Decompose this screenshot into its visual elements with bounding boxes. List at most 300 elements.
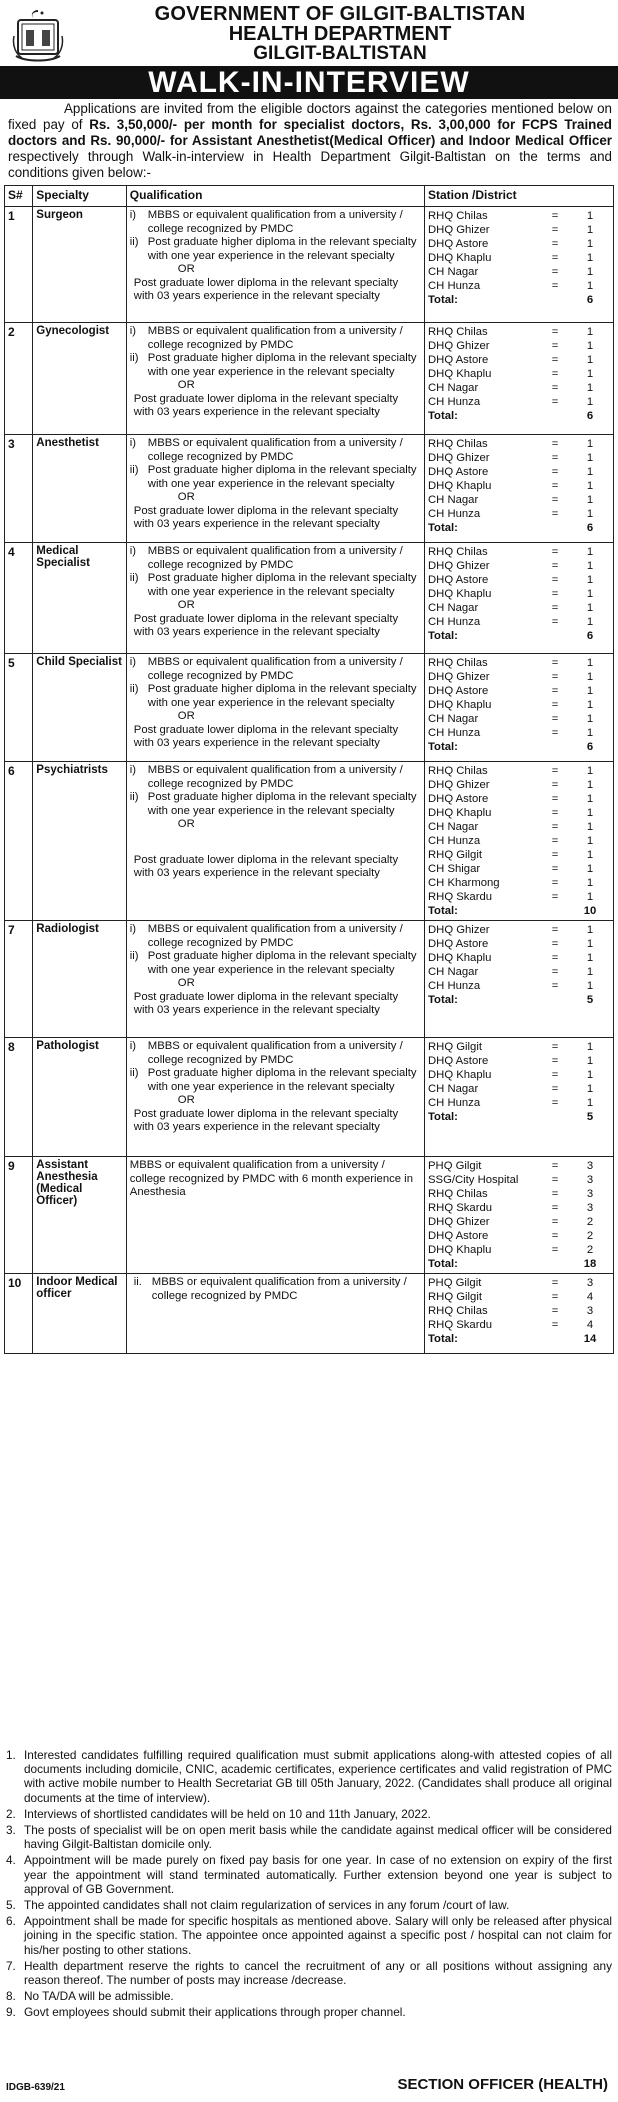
station-count: 3 — [586, 1202, 594, 1214]
station-name: RHQ Chilas — [428, 1188, 488, 1200]
qual-text: Post graduate higher diploma in the relevant specialty with one year experience in the relevant specialty — [147, 352, 417, 378]
station-equals: = — [551, 1291, 559, 1303]
qual-num: ii) — [129, 950, 139, 962]
row-qualification — [126, 435, 424, 543]
qual-item-lower-diploma: Post graduate lower diploma in the relevant specialty with 03 years experience in the relevant specialty — [133, 504, 399, 530]
qual-num: i) — [129, 923, 137, 935]
row-stations — [425, 762, 614, 921]
term-item — [6, 2005, 612, 2019]
station-equals: = — [551, 588, 559, 600]
qual-item-lower-diploma: Post graduate lower diploma in the relevant specialty with 03 years experience in the relevant specialty — [133, 612, 399, 638]
row-stations — [425, 543, 614, 654]
row-sn: 7 — [5, 921, 33, 1038]
station-equals: = — [551, 966, 559, 978]
station-equals: = — [551, 1319, 559, 1331]
qual-or: OR — [177, 710, 195, 722]
row-sn: 1 — [5, 207, 33, 323]
station-name: RHQ Gilgit — [428, 1041, 482, 1053]
station-equals: = — [551, 877, 559, 889]
station-entry — [428, 615, 610, 629]
station-equals: = — [551, 616, 559, 628]
station-equals: = — [551, 280, 559, 292]
station-equals: = — [551, 574, 559, 586]
qual-text: MBBS or equivalent qualification from a university / college recognized by PMDC — [147, 656, 403, 682]
table-row — [5, 543, 614, 654]
station-count: 3 — [586, 1188, 594, 1200]
station-entry — [428, 876, 610, 890]
station-name: CH Nagar — [428, 602, 479, 614]
qual-or: OR — [177, 379, 195, 391]
station-count: 1 — [586, 480, 594, 492]
station-equals: = — [551, 1055, 559, 1067]
station-name: CH Hunza — [428, 1097, 481, 1109]
station-entry — [428, 1173, 610, 1187]
station-equals: = — [551, 210, 559, 222]
station-count: 3 — [586, 1174, 594, 1186]
row-qualification — [126, 1038, 424, 1157]
header-department: HEALTH DEPARTMENT — [228, 23, 452, 45]
station-name: Total: — [428, 1111, 458, 1123]
station-equals: = — [551, 266, 559, 278]
qual-item-lower-diploma: Post graduate lower diploma in the relevant specialty with 03 years experience in the relevant specialty — [133, 990, 399, 1016]
posts-table — [4, 185, 614, 1354]
station-name: DHQ Khaplu — [428, 807, 492, 819]
qual-num: ii. — [133, 1276, 142, 1288]
term-item — [6, 1959, 612, 1987]
station-count: 6 — [586, 294, 594, 306]
row-qualification — [126, 543, 424, 654]
station-equals: = — [551, 793, 559, 805]
station-name: DHQ Khaplu — [428, 1244, 492, 1256]
qual-item-higher-diploma — [130, 352, 421, 379]
station-count: 2 — [586, 1244, 594, 1256]
term-text: Health department reserve the rights to cancel the recruitment of any or all positions without assigning any reason thereof. The number of posts may increase /decrease. — [24, 1958, 612, 1988]
station-entry — [428, 601, 610, 615]
qual-item-mbbs — [130, 209, 421, 236]
station-equals: = — [551, 354, 559, 366]
station-name: RHQ Chilas — [428, 546, 488, 558]
station-total — [428, 1110, 610, 1124]
qual-num: ii) — [129, 236, 139, 248]
qual-item-mbbs — [130, 1040, 421, 1067]
station-entry — [428, 1215, 610, 1229]
qual-item-higher-diploma — [130, 464, 421, 491]
station-name: DHQ Khaplu — [428, 588, 492, 600]
row-specialty: Gynecologist — [33, 323, 127, 435]
station-name: CH Hunza — [428, 727, 481, 739]
station-equals: = — [551, 560, 559, 572]
station-count: 14 — [583, 1333, 597, 1345]
station-count: 1 — [586, 396, 594, 408]
station-equals: = — [551, 252, 559, 264]
station-equals: = — [551, 1041, 559, 1053]
station-entry — [428, 979, 610, 993]
station-count: 1 — [586, 938, 594, 950]
row-sn: 3 — [5, 435, 33, 543]
qual-text: MBBS or equivalent qualification from a university / college recognized by PMDC — [147, 923, 403, 949]
station-equals: = — [551, 326, 559, 338]
qual-item-higher-diploma — [130, 950, 421, 977]
station-name: DHQ Ghizer — [428, 1216, 490, 1228]
term-item — [6, 1989, 612, 2003]
station-equals: = — [551, 952, 559, 964]
station-name: DHQ Khaplu — [428, 952, 492, 964]
intro-text-1: Applications are invited from the eligible doctors against the categories mentioned below on fixed pay of — [8, 101, 612, 132]
col-qualification-header: Qualification — [126, 186, 424, 207]
station-name: Total: — [428, 630, 458, 642]
qual-text: Post graduate higher diploma in the relevant specialty with one year experience in the relevant specialty — [147, 950, 417, 976]
qual-text: Post graduate higher diploma in the relevant specialty with one year experience in the relevant specialty — [147, 683, 417, 709]
row-sn: 4 — [5, 543, 33, 654]
term-number: 7. — [6, 1958, 16, 1973]
station-name: Total: — [428, 994, 458, 1006]
station-entry — [428, 1054, 610, 1068]
station-count: 1 — [586, 685, 594, 697]
station-count: 1 — [586, 765, 594, 777]
term-text: Interviews of shortlisted candidates will be held on 10 and 11th January, 2022. — [24, 1806, 431, 1821]
term-item — [6, 1853, 612, 1896]
station-name: DHQ Astore — [428, 938, 489, 950]
table-row — [5, 1038, 614, 1157]
term-text: The posts of specialist will be on open merit basis while the candidate against medical officer will be considered having Gilgit-Baltistan domicile only. — [24, 1823, 612, 1852]
qual-text: MBBS or equivalent qualification from a university / college recognized by PMDC — [147, 325, 403, 351]
term-item — [6, 1914, 612, 1957]
station-name: RHQ Chilas — [428, 326, 488, 338]
qual-num: i) — [129, 545, 137, 557]
station-equals: = — [551, 1216, 559, 1228]
station-equals: = — [551, 238, 559, 250]
qual-text: Post graduate higher diploma in the relevant specialty with one year experience in the relevant specialty — [147, 1067, 417, 1093]
station-name: Total: — [428, 905, 458, 917]
station-entry — [428, 698, 610, 712]
station-count: 10 — [583, 905, 597, 917]
station-entry — [428, 1082, 610, 1096]
station-equals: = — [551, 924, 559, 936]
station-name: DHQ Astore — [428, 1055, 489, 1067]
station-name: DHQ Ghizer — [428, 779, 490, 791]
station-name: CH Nagar — [428, 382, 479, 394]
station-equals: = — [551, 727, 559, 739]
station-equals — [540, 293, 570, 307]
row-specialty: Anesthetist — [33, 435, 127, 543]
station-entry — [428, 834, 610, 848]
station-name: Total: — [428, 1333, 458, 1345]
station-count: 5 — [586, 994, 594, 1006]
row-stations — [425, 1157, 614, 1274]
station-count: 1 — [586, 560, 594, 572]
station-name: DHQ Khaplu — [428, 480, 492, 492]
station-name: PHQ Gilgit — [428, 1277, 482, 1289]
station-count: 1 — [586, 210, 594, 222]
qual-num: i) — [129, 764, 137, 776]
terms-list — [6, 1748, 612, 2022]
station-entry — [428, 1304, 610, 1318]
qual-item-lower-diploma: Post graduate lower diploma in the relevant specialty with 03 years experience in the relevant specialty — [133, 723, 399, 749]
station-entry — [428, 764, 610, 778]
qual-item-higher-diploma — [130, 236, 421, 263]
station-name: DHQ Astore — [428, 793, 489, 805]
row-specialty: Radiologist — [33, 921, 127, 1038]
station-entry — [428, 339, 610, 353]
station-entry — [428, 451, 610, 465]
row-stations — [425, 435, 614, 543]
qual-text: Post graduate higher diploma in the relevant specialty with one year experience in the relevant specialty — [147, 791, 417, 817]
station-entry — [428, 587, 610, 601]
station-count: 1 — [586, 952, 594, 964]
term-item — [6, 1807, 612, 1821]
term-item — [6, 1823, 612, 1851]
station-count: 5 — [586, 1111, 594, 1123]
station-name: SSG/City Hospital — [428, 1174, 519, 1186]
qual-text: Post graduate higher diploma in the relevant specialty with one year experience in the relevant specialty — [147, 572, 417, 598]
station-name: CH Nagar — [428, 266, 479, 278]
station-equals: = — [551, 685, 559, 697]
qual-num: ii) — [129, 791, 139, 803]
station-equals: = — [551, 1160, 559, 1172]
row-stations — [425, 1274, 614, 1354]
station-entry — [428, 223, 610, 237]
station-name: CH Hunza — [428, 616, 481, 628]
table-row — [5, 921, 614, 1038]
station-name: Total: — [428, 522, 458, 534]
row-specialty: Surgeon — [33, 207, 127, 323]
row-specialty: Assistant Anesthesia (Medical Officer) — [33, 1157, 127, 1274]
station-entry — [428, 937, 610, 951]
station-equals: = — [551, 671, 559, 683]
qual-item-mbbs — [130, 764, 421, 791]
row-sn: 8 — [5, 1038, 33, 1157]
station-equals: = — [551, 1174, 559, 1186]
table-row — [5, 207, 614, 323]
station-equals: = — [551, 938, 559, 950]
station-count: 6 — [586, 741, 594, 753]
station-entry — [428, 265, 610, 279]
station-count: 1 — [586, 546, 594, 558]
station-count: 1 — [586, 280, 594, 292]
station-entry — [428, 1229, 610, 1243]
station-name: CH Nagar — [428, 966, 479, 978]
station-equals — [540, 1332, 570, 1346]
station-equals: = — [551, 546, 559, 558]
station-count: 1 — [586, 1055, 594, 1067]
station-entry — [428, 778, 610, 792]
station-entry — [428, 507, 610, 521]
term-number: 2. — [6, 1806, 16, 1821]
intro-paragraph — [8, 101, 612, 181]
station-name: DHQ Ghizer — [428, 224, 490, 236]
row-stations — [425, 207, 614, 323]
qual-item-lower-diploma: Post graduate lower diploma in the relevant specialty with 03 years experience in the relevant specialty — [133, 392, 399, 418]
term-item — [6, 1748, 612, 1805]
qual-text: Post graduate higher diploma in the relevant specialty with one year experience in the relevant specialty — [147, 464, 417, 490]
station-entry — [428, 848, 610, 862]
station-entry — [428, 1276, 610, 1290]
qual-item-higher-diploma — [130, 683, 421, 710]
station-entry — [428, 367, 610, 381]
term-text: No TA/DA will be admissible. — [24, 1989, 174, 2004]
station-count: 1 — [586, 1041, 594, 1053]
table-row — [5, 323, 614, 435]
station-entry — [428, 712, 610, 726]
station-count: 1 — [586, 849, 594, 861]
station-entry — [428, 279, 610, 293]
station-entry — [428, 353, 610, 367]
header-region: GILGIT-BALTISTAN — [253, 43, 427, 64]
term-item — [6, 1898, 612, 1912]
station-name: CH Hunza — [428, 835, 481, 847]
station-name: RHQ Skardu — [428, 891, 493, 903]
station-name: DHQ Khaplu — [428, 699, 492, 711]
station-name: DHQ Astore — [428, 574, 489, 586]
row-qualification — [126, 762, 424, 921]
station-entry — [428, 726, 610, 740]
station-equals: = — [551, 835, 559, 847]
station-equals: = — [551, 508, 559, 520]
intro-pay-details: Rs. 3,50,000/- per month for specialist doctors, Rs. 3,00,000 for FCPS Trained doctors and Rs. 90,000/- for Assistant Anesthetist(Medical Officer) and Indoor Medical Officer — [8, 117, 612, 148]
row-specialty: Psychiatrists — [33, 762, 127, 921]
qual-text: MBBS or equivalent qualification from a university / college recognized by PMDC — [147, 209, 403, 235]
station-count: 1 — [586, 452, 594, 464]
qual-item-mbbs — [130, 545, 421, 572]
station-count: 3 — [586, 1160, 594, 1172]
station-count: 6 — [586, 630, 594, 642]
qual-text: MBBS or equivalent qualification from a university / college recognized by PMDC — [147, 545, 403, 571]
qual-item-mbbs — [130, 923, 421, 950]
station-total — [428, 904, 610, 918]
station-equals: = — [551, 224, 559, 236]
station-count: 1 — [586, 224, 594, 236]
station-total — [428, 409, 610, 423]
station-count: 6 — [586, 522, 594, 534]
row-sn: 9 — [5, 1157, 33, 1274]
station-equals: = — [551, 1083, 559, 1095]
station-name: DHQ Ghizer — [428, 560, 490, 572]
station-name: CH Nagar — [428, 713, 479, 725]
station-count: 1 — [586, 807, 594, 819]
station-equals: = — [551, 657, 559, 669]
qual-text: MBBS or equivalent qualification from a university / college recognized by PMDC — [147, 1040, 403, 1066]
qual-item-higher-diploma — [130, 1067, 421, 1094]
station-name: DHQ Astore — [428, 466, 489, 478]
station-name: DHQ Ghizer — [428, 452, 490, 464]
station-count: 1 — [586, 326, 594, 338]
row-qualification — [126, 207, 424, 323]
government-emblem-icon — [12, 6, 64, 66]
qual-num: ii) — [129, 572, 139, 584]
station-name: RHQ Gilgit — [428, 849, 482, 861]
qual-text: Post graduate higher diploma in the relevant specialty with one year experience in the relevant specialty — [147, 236, 417, 262]
station-name: DHQ Ghizer — [428, 671, 490, 683]
row-sn: 5 — [5, 654, 33, 762]
row-qualification — [126, 654, 424, 762]
station-entry — [428, 559, 610, 573]
qual-item-higher-diploma — [130, 572, 421, 599]
station-entry — [428, 656, 610, 670]
table-row — [5, 435, 614, 543]
station-equals: = — [551, 891, 559, 903]
term-number: 1. — [6, 1748, 16, 1762]
station-equals — [540, 904, 570, 918]
station-name: Total: — [428, 294, 458, 306]
term-number: 3. — [6, 1823, 16, 1838]
station-equals: = — [551, 382, 559, 394]
station-entry — [428, 1040, 610, 1054]
row-qualification — [126, 1274, 424, 1354]
term-text: The appointed candidates shall not claim regularization of services in any forum /court of law. — [24, 1898, 510, 1913]
table-header-row — [5, 186, 614, 207]
station-count: 1 — [586, 588, 594, 600]
station-equals: = — [551, 1069, 559, 1081]
station-name: CH Shigar — [428, 863, 481, 875]
station-name: DHQ Astore — [428, 238, 489, 250]
station-name: DHQ Ghizer — [428, 924, 490, 936]
station-count: 3 — [586, 1277, 594, 1289]
station-entry — [428, 792, 610, 806]
station-count: 1 — [586, 252, 594, 264]
station-entry — [428, 573, 610, 587]
station-entry — [428, 1187, 610, 1201]
station-name: Total: — [428, 1258, 458, 1270]
station-total — [428, 993, 610, 1007]
station-entry — [428, 493, 610, 507]
station-count: 2 — [586, 1216, 594, 1228]
station-name: DHQ Astore — [428, 1230, 489, 1242]
station-name: CH Hunza — [428, 280, 481, 292]
station-name: RHQ Gilgit — [428, 1291, 482, 1303]
station-equals: = — [551, 1230, 559, 1242]
station-total — [428, 1257, 610, 1271]
station-entry — [428, 1096, 610, 1110]
station-name: Total: — [428, 410, 458, 422]
station-count: 1 — [586, 438, 594, 450]
table-row — [5, 1157, 614, 1274]
station-total — [428, 521, 610, 535]
station-name: DHQ Astore — [428, 685, 489, 697]
station-equals — [540, 629, 570, 643]
station-entry — [428, 395, 610, 409]
station-count: 1 — [586, 671, 594, 683]
station-equals: = — [551, 396, 559, 408]
row-specialty: Child Specialist — [33, 654, 127, 762]
station-count: 1 — [586, 602, 594, 614]
station-equals: = — [551, 699, 559, 711]
station-count: 1 — [586, 616, 594, 628]
station-equals — [540, 993, 570, 1007]
advert-code: IDGB-639/21 — [6, 2082, 65, 2093]
station-name: RHQ Chilas — [428, 765, 488, 777]
station-equals: = — [551, 807, 559, 819]
row-qualification — [126, 921, 424, 1038]
qual-or: OR — [177, 1094, 195, 1106]
col-specialty-header: Specialty — [33, 186, 127, 207]
station-count: 1 — [586, 494, 594, 506]
station-entry — [428, 965, 610, 979]
station-equals: = — [551, 765, 559, 777]
station-name: PHQ Gilgit — [428, 1160, 482, 1172]
row-stations — [425, 654, 614, 762]
station-name: RHQ Chilas — [428, 210, 488, 222]
row-specialty: Medical Specialist — [33, 543, 127, 654]
station-equals: = — [551, 713, 559, 725]
station-entry — [428, 325, 610, 339]
qual-num: i) — [129, 437, 137, 449]
station-name: RHQ Chilas — [428, 657, 488, 669]
qual-or: OR — [177, 977, 195, 989]
term-number: 6. — [6, 1914, 16, 1929]
qual-num: i) — [129, 209, 137, 221]
qual-item-higher-diploma — [130, 791, 421, 818]
term-number: 4. — [6, 1853, 16, 1868]
